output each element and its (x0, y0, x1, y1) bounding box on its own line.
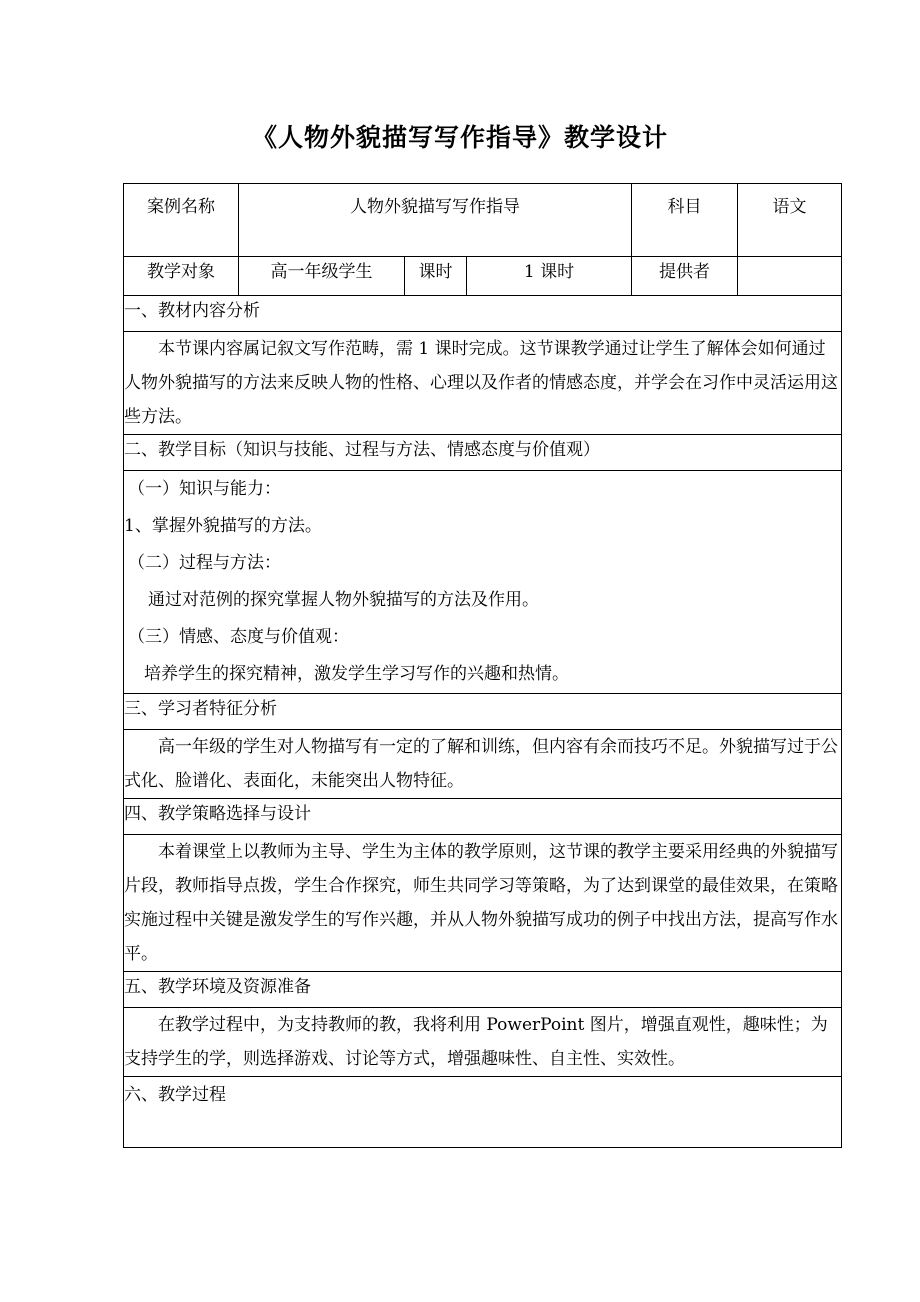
goal-1-body: 1、掌握外貌描写的方法。 (124, 516, 322, 536)
page-title: 《人物外貌描写写作指导》教学设计 (251, 123, 668, 152)
section-1-body-row (124, 332, 842, 435)
subject-label-cell (632, 184, 738, 257)
case-name-label-cell (124, 184, 239, 257)
section-4-title: 四、教学策略选择与设计 (124, 799, 842, 835)
target-value-cell (239, 257, 405, 296)
section-4-body: 本着课堂上以教师为主导、学生为主体的教学原则，这节课的教学主要采用经典的外貌描写片段，教师指导点拨，学生合作探究，师生共同学习等策略，为了达到课堂的最佳效果，在策略实施过程中关键是激发学生的写作兴趣，并从人物外貌描写成功的例子中找出方法，提高写作水平。 (124, 842, 838, 964)
goal-2-heading: （二）过程与方法： (128, 553, 281, 573)
case-name-value-cell (239, 184, 632, 257)
section-2-title: 二、教学目标（知识与技能、过程与方法、情感态度与价值观） (124, 435, 842, 471)
section-1-body: 本节课内容属记叙文写作范畴，需 1 课时完成。这节课教学通过让学生了解体会如何通过人物外貌描写的方法来反映人物的性格、心理以及作者的情感态度，并学会在习作中灵活运用这些方法。 (124, 339, 838, 427)
lesson-plan-table (123, 183, 842, 1148)
section-4-body-row (124, 835, 842, 972)
hours-label-cell (405, 257, 467, 296)
section-6-row (124, 1077, 842, 1148)
case-name-label: 案例名称 (147, 197, 215, 217)
section-3-body-row (124, 730, 842, 799)
target-row (124, 257, 842, 296)
section-5-header-row (124, 972, 842, 1008)
hours-value-cell (467, 257, 632, 296)
section-4-header-row (124, 799, 842, 835)
goal-2-body: 通过对范例的探究掌握人物外貌描写的方法及作用。 (148, 590, 539, 610)
section-6-cell (124, 1077, 842, 1148)
subject-value: 语文 (772, 197, 807, 217)
section-4-body-cell (124, 835, 842, 972)
section-6-title: 六、教学过程 (124, 1085, 226, 1105)
provider-label: 提供者 (659, 262, 710, 282)
case-name-row (124, 184, 842, 257)
section-1-header-row (124, 296, 842, 332)
target-value: 高一年级学生 (270, 262, 373, 282)
case-name-value: 人物外貌描写写作指导 (350, 197, 520, 217)
section-2-body-cell (124, 471, 842, 694)
section-5-body-row (124, 1008, 842, 1077)
section-5-body-cell (124, 1008, 842, 1077)
section-2-body-row (124, 471, 842, 694)
subject-label: 科目 (667, 197, 702, 217)
hours-label: 课时 (418, 262, 453, 282)
goal-3-heading: （三）情感、态度与价值观： (128, 627, 349, 647)
section-3-header-row (124, 694, 842, 730)
section-5-body: 在教学过程中，为支持教师的教，我将利用 PowerPoint 图片，增强直观性，趣味性；为支持学生的学，则选择游戏、讨论等方式，增强趣味性、自主性、实效性。 (124, 1015, 828, 1069)
target-label-cell (124, 257, 239, 296)
section-5-title: 五、教学环境及资源准备 (124, 972, 842, 1008)
section-1-body-cell (124, 332, 842, 435)
section-1-title: 一、教材内容分析 (124, 296, 842, 332)
hours-value: 1 课时 (523, 262, 575, 282)
section-3-body-cell (124, 730, 842, 799)
subject-value-cell (738, 184, 842, 257)
goal-3-body: 培养学生的探究精神，激发学生学习写作的兴趣和热情。 (144, 664, 569, 684)
section-2-header-row (124, 435, 842, 471)
section-3-title: 三、学习者特征分析 (124, 694, 842, 730)
provider-label-cell (632, 257, 738, 296)
goal-1-heading: （一）知识与能力： (128, 479, 281, 499)
target-label: 教学对象 (147, 262, 215, 282)
provider-value-cell (738, 257, 842, 296)
section-3-body: 高一年级的学生对人物描写有一定的了解和训练，但内容有余而技巧不足。外貌描写过于公式化、脸谱化、表面化，未能突出人物特征。 (124, 737, 838, 791)
